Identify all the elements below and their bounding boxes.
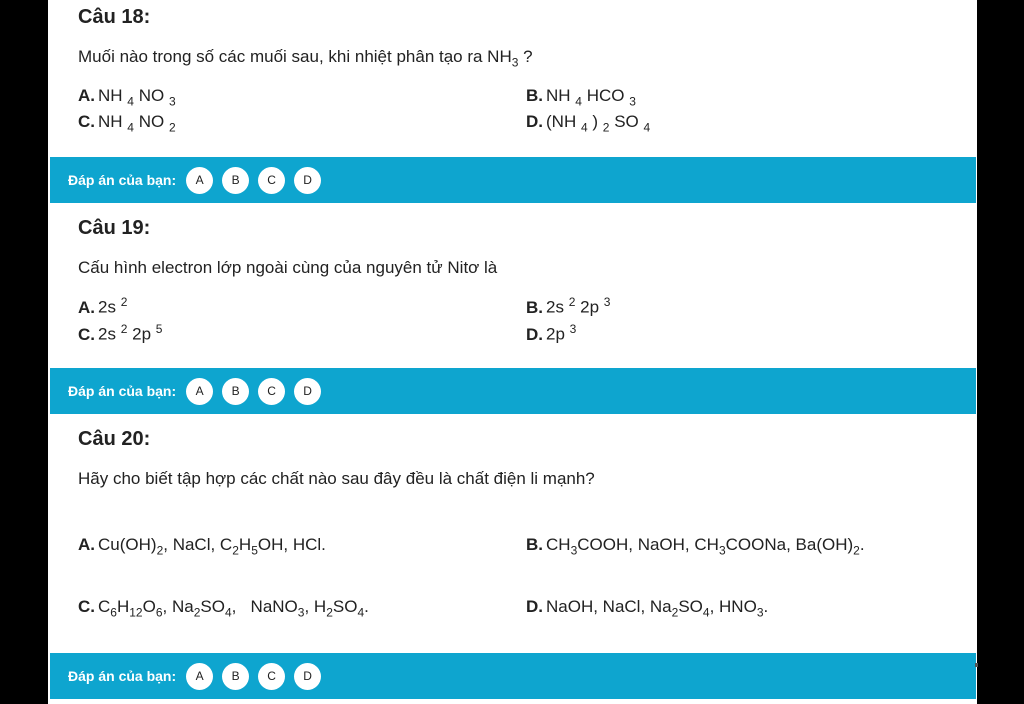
choice-c-button[interactable]: C [258,167,285,194]
option-d: D. (NH $_4$ ) $_2$ SO $_4$ [526,112,651,135]
choice-d-button[interactable]: D [294,167,321,194]
choice-b-button[interactable]: B [222,378,249,405]
choice-c-button[interactable]: C [258,378,285,405]
answer-label: Đáp án của bạn: [68,668,177,684]
choice-d-button[interactable]: D [294,663,321,690]
choice-c-button[interactable]: C [258,663,285,690]
scroll-marker [975,663,978,667]
option-b: B. NH $_4$ HCO $_3$ [526,86,636,109]
question-text: Hãy cho biết tập hợp các chất nào sau đây đều là chất điện li mạnh? [78,469,595,488]
option-d: D. NaOH, NaCl, $Na_2SO_4$, $HNO_3$. [526,597,769,620]
question-text: Cấu hình electron lớp ngoài cùng của nguyên tử Nitơ là [78,258,498,277]
choice-b-button[interactable]: B [222,663,249,690]
option-b: B. 2s $^2$ 2p $^3$ [526,295,611,317]
choice-b-button[interactable]: B [222,167,249,194]
option-a: A. 2s $^2$ [78,295,128,317]
option-a: A. $Cu(OH)_2$, NaCl, $C_2H_5OH$, HCl. [78,535,326,558]
answer-label: Đáp án của bạn: [68,383,177,399]
answer-bar-19 [50,368,976,414]
question-title: Câu 19: [78,217,151,239]
option-b: B. $CH_3COOH$, NaOH, $CH_3COONa$, $Ba(OH)_2$. [526,535,865,558]
question-title: Câu 20: [78,428,151,450]
choice-a-button[interactable]: A [186,167,213,194]
answer-bar-18 [50,157,976,203]
option-c: C. 2s $^2$ 2p $^5$ [78,322,163,344]
quiz-page [48,0,977,704]
choice-d-button[interactable]: D [294,378,321,405]
option-a: A. NH $_4$ NO $_3$ [78,86,176,109]
question-title: Câu 18: [78,6,151,28]
choice-a-button[interactable]: A [186,663,213,690]
question-text: Muối nào trong số các muối sau, khi nhiệt phân tạo ra $NH_3$ ? [78,47,533,70]
option-d: D. 2p $^3$ [526,322,577,344]
answer-bar-20 [50,653,976,699]
option-c: C. $C_6H_{12}O_6$, $Na_2SO_4$, NaNO$_3$, $H_2SO_4$. [78,597,369,620]
option-c: C. NH $_4$ NO $_2$ [78,112,176,135]
answer-label: Đáp án của bạn: [68,172,177,188]
choice-a-button[interactable]: A [186,378,213,405]
